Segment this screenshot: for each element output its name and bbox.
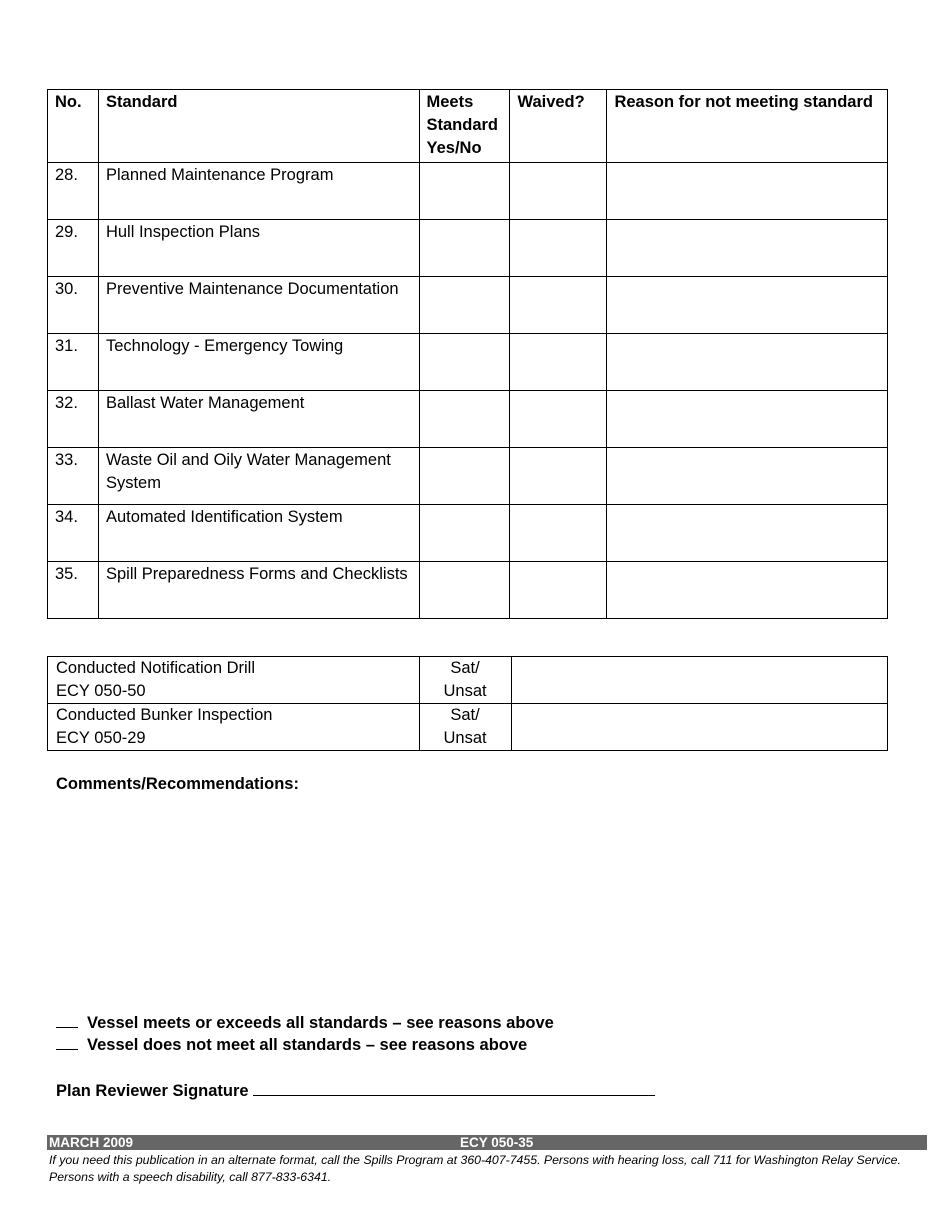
reason-cell[interactable]	[607, 163, 888, 220]
meets-standard-cell[interactable]	[419, 163, 510, 220]
header-meets-standard	[419, 90, 510, 163]
standard-no: 31.	[48, 334, 99, 391]
standard-row	[48, 277, 888, 334]
accessibility-notice: If you need this publication in an alternate format, call the Spills Program at 360-407-7455. Persons with hearing loss, call 711 for Washington Relay Service. Persons with a speech disability, call 877-833-6341.	[49, 1153, 901, 1184]
unsat-label: Unsat	[443, 729, 487, 747]
standard-no: 32.	[48, 391, 99, 448]
header-standard: Standard	[98, 90, 419, 163]
sat-unsat-cell[interactable]	[419, 657, 511, 704]
meets-checkbox-blank[interactable]	[56, 1011, 78, 1028]
standard-row	[48, 505, 888, 562]
meets-standards-label: Vessel meets or exceeds all standards – see reasons above	[87, 1014, 554, 1032]
drill-name: Conducted Notification Drill	[56, 659, 256, 677]
standard-no: 29.	[48, 220, 99, 277]
drill-name: Conducted Bunker Inspection	[56, 706, 273, 724]
signature-field[interactable]	[253, 1079, 655, 1096]
not-meets-standards-check	[56, 1033, 527, 1055]
waived-cell[interactable]	[510, 334, 607, 391]
waived-cell[interactable]	[510, 505, 607, 562]
waived-cell[interactable]	[510, 391, 607, 448]
waived-cell[interactable]	[510, 277, 607, 334]
standard-name: Technology - Emergency Towing	[98, 334, 419, 391]
header-no: No.	[48, 90, 99, 163]
not-meets-checkbox-blank[interactable]	[56, 1033, 78, 1050]
waived-cell[interactable]	[510, 163, 607, 220]
meets-standard-cell[interactable]	[419, 562, 510, 619]
drill-form: ECY 050-29	[56, 729, 146, 747]
standard-name: Ballast Water Management	[98, 391, 419, 448]
standard-name: Hull Inspection Plans	[98, 220, 419, 277]
footer-bar	[47, 1135, 927, 1150]
standard-name: Spill Preparedness Forms and Checklists	[98, 562, 419, 619]
standard-no: 30.	[48, 277, 99, 334]
standard-no: 33.	[48, 448, 99, 505]
meets-standard-cell[interactable]	[419, 448, 510, 505]
drill-table	[47, 656, 888, 751]
standard-row	[48, 391, 888, 448]
standard-name: Preventive Maintenance Documentation	[98, 277, 419, 334]
waived-cell[interactable]	[510, 220, 607, 277]
drill-row	[48, 657, 888, 704]
standard-row	[48, 448, 888, 505]
meets-standard-cell[interactable]	[419, 505, 510, 562]
sat-label: Sat/	[450, 659, 480, 677]
comments-label: Comments/Recommendations:	[56, 775, 299, 793]
standard-name: Automated Identification System	[98, 505, 419, 562]
meets-standards-check	[56, 1011, 554, 1033]
reason-cell[interactable]	[607, 448, 888, 505]
header-reason: Reason for not meeting standard	[607, 90, 888, 163]
header-meets-line: Yes/No	[426, 139, 482, 157]
standards-header-row	[48, 90, 888, 163]
sat-unsat-cell[interactable]	[419, 704, 511, 751]
reason-cell[interactable]	[607, 505, 888, 562]
drill-name-cell	[48, 704, 420, 751]
standard-no: 34.	[48, 505, 99, 562]
footer-date: MARCH 2009	[49, 1135, 134, 1150]
drill-notes-cell[interactable]	[511, 657, 887, 704]
header-meets-line: Standard	[426, 116, 499, 134]
meets-standard-cell[interactable]	[419, 391, 510, 448]
standard-row	[48, 220, 888, 277]
standard-row	[48, 163, 888, 220]
not-meets-standards-label: Vessel does not meet all standards – see reasons above	[87, 1036, 528, 1054]
waived-cell[interactable]	[510, 448, 607, 505]
drill-row	[48, 704, 888, 751]
footer-form-number: ECY 050-35	[460, 1135, 534, 1150]
header-waived: Waived?	[510, 90, 607, 163]
meets-standard-cell[interactable]	[419, 334, 510, 391]
standard-row	[48, 562, 888, 619]
meets-standard-cell[interactable]	[419, 277, 510, 334]
drill-name-cell	[48, 657, 420, 704]
signature-line	[56, 1079, 655, 1101]
standards-table	[47, 89, 888, 619]
reason-cell[interactable]	[607, 391, 888, 448]
reason-cell[interactable]	[607, 277, 888, 334]
meets-standard-cell[interactable]	[419, 220, 510, 277]
unsat-label: Unsat	[443, 682, 487, 700]
reason-cell[interactable]	[607, 220, 888, 277]
standard-no: 28.	[48, 163, 99, 220]
standard-name: Waste Oil and Oily Water Management System	[98, 448, 419, 505]
sat-label: Sat/	[450, 706, 480, 724]
standard-row	[48, 334, 888, 391]
header-meets-line: Meets	[426, 93, 474, 111]
drill-notes-cell[interactable]	[511, 704, 887, 751]
reason-cell[interactable]	[607, 334, 888, 391]
signature-label: Plan Reviewer Signature	[56, 1082, 249, 1100]
waived-cell[interactable]	[510, 562, 607, 619]
reason-cell[interactable]	[607, 562, 888, 619]
standard-no: 35.	[48, 562, 99, 619]
standard-name: Planned Maintenance Program	[98, 163, 419, 220]
drill-form: ECY 050-50	[56, 682, 146, 700]
